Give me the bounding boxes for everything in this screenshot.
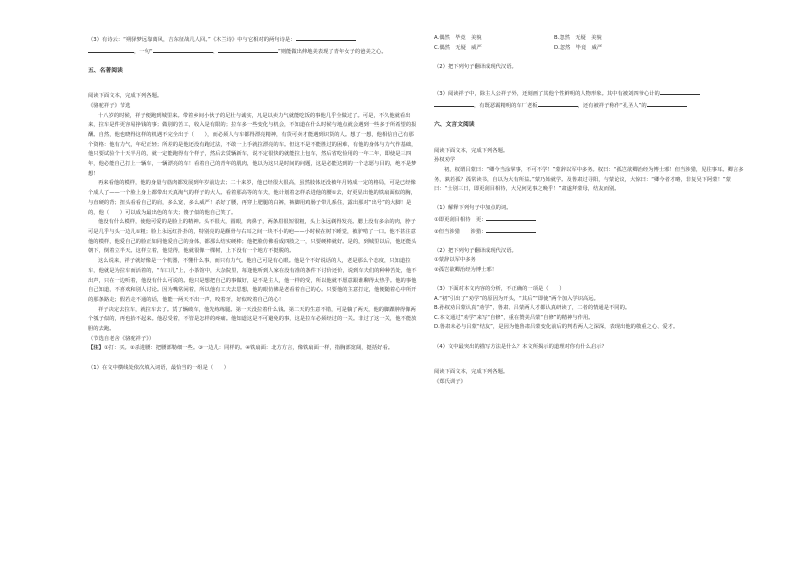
excerpt-title: 《骆驼祥子》节选 [88, 102, 131, 109]
option-d[interactable]: D.忽然 毕竟 威严 [554, 44, 603, 51]
answer-blank[interactable] [538, 100, 578, 107]
choice-options [434, 34, 746, 53]
option-b[interactable]: B.忽然 无疑 美貌 [554, 35, 602, 41]
reading-intro: 阅读下面文本，完成下列各题。 [434, 147, 509, 154]
answer-blank[interactable] [660, 88, 700, 95]
answer-blank[interactable] [88, 46, 134, 53]
question-4-classical: （4）文中最突出的描写方法是什么？本文所揭示的道理对你有什么启示？ [434, 343, 607, 350]
section-title-5: 五、名著阅读 [88, 67, 123, 74]
reading-intro: 阅读下面文本，完成下列各题。 [434, 369, 509, 376]
text-title: 孙权劝学 [434, 157, 456, 164]
answer-blank[interactable] [296, 34, 356, 41]
question-item: ②孤岂欲卿治经为博士邪！ [434, 266, 498, 273]
passage-source: （节选自老舍《骆驼祥子》） [88, 335, 155, 342]
section-title-6: 六、文言文阅读 [434, 122, 475, 129]
question-3: （3）阅读祥子中，除主人公祥子外，还刻画了其他个性鲜明的人物形象。其中有被刘四爷心计的 [434, 88, 746, 100]
passage-paragraph: 十八岁的时候，祥子便跑到城里来。带着乡间小伙子的足壮与诚实，凡是以卖力气就能吃饭的事他几乎全做过了。可是，不久他就看出来，拉车是件更容易挣钱的事；做别的苦工，收入是有限的；拉车多一些变化与机会，不知道在什么时候与地点就会遇到一些多于所希望的报酬。自然，他也晓得这样的机遇不完全出于（ ），而必须人与车都得漂亮精神，有货可卖才能遇到识货的人。想了一想，他相信自己有那个资格：他有力气，年纪正轻；所差的是他还没有跑过法，不敢一上手就拉漂亮的车。但这不是不能胜过的困难，有他的身体与力气作基础，他只要试验个十天半月的，就一定能跑得有个样子，然后去赁辆新车，说不定很快的就能拉上包车，然后省吃俭用的一年二年，即使是三四年，他必能自己打上一辆车，一辆漂亮的车！看着自己的青年的肌肉，他以为这只是时间的问题，这是必能达到的一个志愿与目的，绝不是梦想！ [88, 112, 417, 177]
option-a[interactable]: A.偶然 毕竟 美貌 [434, 35, 482, 41]
classical-text: 初，权谓吕蒙曰：“卿今当涂掌事，不可不学！”蒙辞以军中多务。权曰：“孤岂欲卿治经为博士邪！但当涉猎，见往事耳。卿言多务，孰若孤？孤常读书，自以为大有所益。”蒙乃始就学。及鲁肃过寻阳，与蒙论议，大惊曰：“卿今者才略，非复吴下阿蒙！”蒙曰：“士别三日，即更刮目相待，大兄何见事之晚乎！”肃遂拜蒙母，结友而别。 [434, 166, 744, 193]
answer-blank[interactable] [434, 100, 474, 107]
passage-paragraph: 再来看他的模样，他的身量与筋肉都发展到年岁前边去；二十来岁，他已经很大很高，虽然肢体还没被年月铸成一定的格局，可是已经像个成人了——一个脸上身上都带出天真淘气的样子的大人。看着那高等的车夫，他计划着怎样杀进他的腰①去，好更显出他的铁扇面似的胸，与直硬的背；扭头看看自己的肩，多么宽，多么威严！杀好了腰，再穿上肥腿的白裤，裤脚用鸡肠子带儿系住，露出那对“出号”的大脚！是的，他（ ）可以成为最出色的车夫；傻子似的他自己笑了。 [88, 180, 416, 216]
q3-option[interactable]: B.孙权劝吕蒙认真“劝学”，鲁肃、吕蒙两人才都认真研读了，二者的情通是不同的。 [434, 305, 631, 312]
left-q3-poem-fill: （3）有诗云：“朔驿梦远靠离风，吉东征战几人回。”《木兰诗》中与它相对的两句诗是： [88, 34, 418, 46]
passage-paragraph: 这么说来，祥子就好像是一个机器，不懂什么事，而只有力气。他自己可是有心眼。他是个不好说话的人，老是那么个态度，只知道拉车，他就是为拉车而活着的，“车口儿”上，小茶馆中，大杂院里，每逢他听到人家在没有准的条件下讨价还价，说到车夫们的种种苦处，他不出声，只在一边听着，他没有什么可说的。他只是想把自己的事做好，是不是主人，他一样的受，所以他就不愿意跟谁聊得太热乎。他的事他自己知道，不喜欢和别人讨论。因为嘴常闲着，所以他有工夫去思想，他的眼仿佛是老看着自己的心。只要他的主意打定，他便随着心中所开的那条路走；假若走不通的话，他能一两天不出一声，咬着牙，好似咬着自己的心！ [88, 258, 417, 303]
question-item: ①蒙辞以军中多务 [434, 257, 476, 264]
question-1: （1）在文中横线处依次填入词语，最恰当的一组是（ ） [88, 364, 230, 371]
question-2: （2）把下列句子翻译成现代汉语。 [434, 63, 517, 70]
answer-blank[interactable] [647, 100, 687, 107]
option-c[interactable]: C.偶然 无疑 威严 [434, 44, 482, 51]
answer-blank[interactable] [218, 46, 278, 53]
q3-option[interactable]: A.“初”引出了“劝学”的原因为开头，“其后”“即使”两个加入学识高远。 [434, 295, 599, 302]
question-1-classical: （1）解释下列句子中加点的词。 [434, 205, 512, 212]
answer-blank[interactable] [486, 226, 536, 233]
question-2-classical: （2）把下列句子翻译成现代汉语。 [434, 247, 517, 254]
text2-title: 《郑氏训子》 [434, 378, 466, 385]
question-item: ①即更刮目相待 更： [434, 214, 746, 226]
passage-paragraph: 祥子决定去拉车，就拉车去了。赁了辆破车，他先练练腿。第一天没拉着什么钱。第二天的生意不错，可是躺了两天，他的脚踝肿得像两个瓠子似的，再也抬不起来。他忍受着，不管是怎样的疼痛。他知道这是不可避免的事，这是拉车必须经过的一关。非过了这一关，他不能放胆的去跑。 [88, 306, 417, 333]
reading-intro: 阅读下面文本，完成下列各题。 [88, 93, 163, 100]
answer-blank[interactable] [486, 214, 536, 221]
left-column: （3）有诗云：“朔驿梦远靠离风，吉东征战几人回。”《木兰诗》中与它相对的两句诗是： ，一句“ 、 ”则能做出伸地美表现了青年女子的爸美之心。 五、名著阅读 阅读下面文本，完成下列各题。 《骆驼祥子》节选 十八岁的时候，祥子便跑到城里来。带着乡间小伙子的足壮与诚实，凡是以卖力气就能吃饭的事他几乎全做过了。可是，不久他就看出来，拉车是件更容易挣钱的事；做别的苦工，收入是有限的；拉车多一些变化与机会，不知道在什么时候与地点就会遇到一些多于所希望的报酬。自然，他也晓得这样的机遇不完全出于（ ），而必须人与车都得漂亮精神，有货可卖才能遇到识货的人。想了一想，他相信自己有那个资格：他有力气，年纪正轻；所差的是他还没有跑过法，不敢一上手就拉漂亮的车。但这不是不能胜过的困难，有他的身体与力气作基础，他只要试验个十天半月的，就一定能跑得有个样子，然后去赁辆新车，说不定很快的就能拉上包车，然后省吃俭用的一年二年，即使是三四年，他必能自己打上一辆车，一辆漂亮的车！看着自己的青年的肌肉，他以为这只是时间的问题，这是必能达到的一个志愿与目的，绝不是梦想！ 再来看他的模样，他的身量与筋肉都发展到年岁前边去；二十来岁，他已经很大很高，虽然肢体还没被年月铸成一定的格局，可是已经像个成人了——一个脸上身上都带出天真淘气的样子的大人。看着那高等的车夫，他计划着怎样杀进他的腰①去，好更显出他的铁扇面似的胸，与直硬的背；扭头看看自己的肩，多么宽，多么威严！杀好了腰，再穿上肥腿的白裤，裤脚用鸡肠子带儿系住，露出那对“出号”的大脚！是的，他（ ）可以成为最出色的车夫；傻子似的他自己笑了。 他没有什么模样，使他可爱的是脸上的精神。头不很大，圆眼，肉鼻子，两条眉很短很粗，头上永远剃得发亮。腮上没有多余的肉，脖子可是几乎与头一边儿①粗；脸上永远红扑扑的，特别亮的是颧骨与右耳之间一块不小的疤——小时候在树下睡觉，被驴啃了一口。他不甚注意他的模样，他爱自己的脸正如同他爱自己的身体，都那么结实硬棒；他把脸仿佛看成四肢之一，只要硬棒就好。是的，到城里以后，他还能头朝下，倒着立半天。这样立着，他觉得，他就很像一棵树，上下没有一个地方不挺脱的。 这么说来，祥子就好像是一个机器，不懂什么事，而只有力气。他自己可是有心眼。他是个不好说话的人，老是那么个态度，只知道拉车，他就是为拉车而活着的，“车口儿”上，小茶馆中，大杂院里，每逢他听到人家在没有准的条件下讨价还价，说到车夫们的种种苦处，他不出声，只在一边听着，他没有什么可说的。他只是想把自己的事做好，是不是主人，他一样的受，所以他就不愿意跟谁聊得太热乎。他的事他自己知道，不喜欢和别人讨论。因为嘴常闲着，所以他有工夫去思想，他的眼仿佛是老看着自己的心。只要他的主意打定，他便随着心中所开的那条路走；假若走不通的话，他能一两天不出一声，咬着牙，好似咬着自己的心！ 祥子决定去拉车，就拉车去了。赁了辆破车，他先练练腿。第一天没拉着什么钱。第二天的生意不错，可是躺了两天，他的脚踝肿得像两个瓠子似的，再也抬不起来。他忍受着，不管是怎样的疼痛。他知道这是不可避免的事，这是拉车必须经过的一关。非过了这一关，他不能放胆的去跑。 （节选自老舍《骆驼祥子》） 【注】①打：买。②杀进腰：把腰部勒细一些。③一边儿：同样的。④铁扇面：北方方言，像铁扇面一样，指胸部宽阔，挺括好看。 （1）在文中横线处依次填入词语，最恰当的一组是（ ） [88, 34, 418, 373]
right-column: A.偶然 毕竟 美貌 B.忽然 无疑 美貌 C.偶然 无疑 威严 D.忽然 毕竟 威严 （2）把下列句子翻译成现代汉语。 （3）阅读祥子中，除主人公祥子外，还刻画了其他个性鲜明的人物形象。其中有被刘四爷心计的 ，有既恶霸精明的车厂老板 ，还有被祥子称作“孔圣人”的 六、文言文阅读 阅读下面文本，完成下列各题。 孙权劝学 初，权谓吕蒙曰：“卿今当涂掌事，不可不学！”蒙辞以军中多务。权曰：“孤岂欲卿治经为博士邪！但当涉猎，见往事耳。卿言多务，孰若孤？孤常读书，自以为大有所益。”蒙乃始就学。及鲁肃过寻阳，与蒙论议，大惊曰：“卿今者才略，非复吴下阿蒙！”蒙曰：“士别三日，即更刮目相待，大兄何见事之晚乎！”肃遂拜蒙母，结友而别。 （1）解释下列句子中加点的词。 ①即更刮目相待 更： ②但当涉猎 涉猎： （2）把下列句子翻译成现代汉语。 ①蒙辞以军中多务 ②孤岂欲卿治经为博士邪！ （3）下面对本文内容的分析，不正确的一项是（ ） A.“初”引出了“劝学”的原因为开头，“其后”“即使”两个加入学识高远。 B.孙权劝吕蒙认真“劝学”，鲁肃、吕蒙两人才都认真研读了，二者的情通是不同的。 C.本文通过“劝学”来写“自修”，重在赞美吕蒙“自修”的精神与作用。 D.鲁肃未必与吕蒙“结友”，是因为他鲁肃吕蒙变化前后的判若两人之深深，表现出他的敬重之心、爱才。 （4）文中最突出的描写方法是什么？本文所揭示的道理对你有什么启示？ 阅读下面文本，完成下列各题。 《郑氏训子》 [434, 34, 746, 387]
question-item: ②但当涉猎 涉猎： [434, 226, 746, 238]
q3-option[interactable]: C.本文通过“劝学”来写“自修”，重在赞美吕蒙“自修”的精神与作用。 [434, 314, 594, 321]
q3-option[interactable]: D.鲁肃未必与吕蒙“结友”，是因为他鲁肃吕蒙变化前后的判若两人之深深，表现出他的敬重之心、爱才。 [434, 324, 679, 331]
answer-blank[interactable] [153, 46, 213, 53]
passage-paragraph: 他没有什么模样，使他可爱的是脸上的精神。头不很大，圆眼，肉鼻子，两条眉很短很粗，头上永远剃得发亮。腮上没有多余的肉，脖子可是几乎与头一边儿①粗；脸上永远红扑扑的，特别亮的是颧骨与右耳之间一块不小的疤——小时候在树下睡觉，被驴啃了一口。他不甚注意他的模样，他爱自己的脸正如同他爱自己的身体，都那么结实硬棒；他把脸仿佛看成四肢之一，只要硬棒就好。是的，到城里以后，他还能头朝下，倒着立半天。这样立着，他觉得，他就很像一棵树，上下没有一个地方不挺脱的。 [88, 219, 417, 255]
annotation-note: 【注】①打：买。②杀进腰：把腰部勒细一些。③一边儿：同样的。④铁扇面：北方方言，像铁扇面一样，指胸部宽阔，挺括好看。 [88, 345, 394, 352]
question-3-classical: （3）下面对本文内容的分析，不正确的一项是（ ） [434, 286, 565, 293]
